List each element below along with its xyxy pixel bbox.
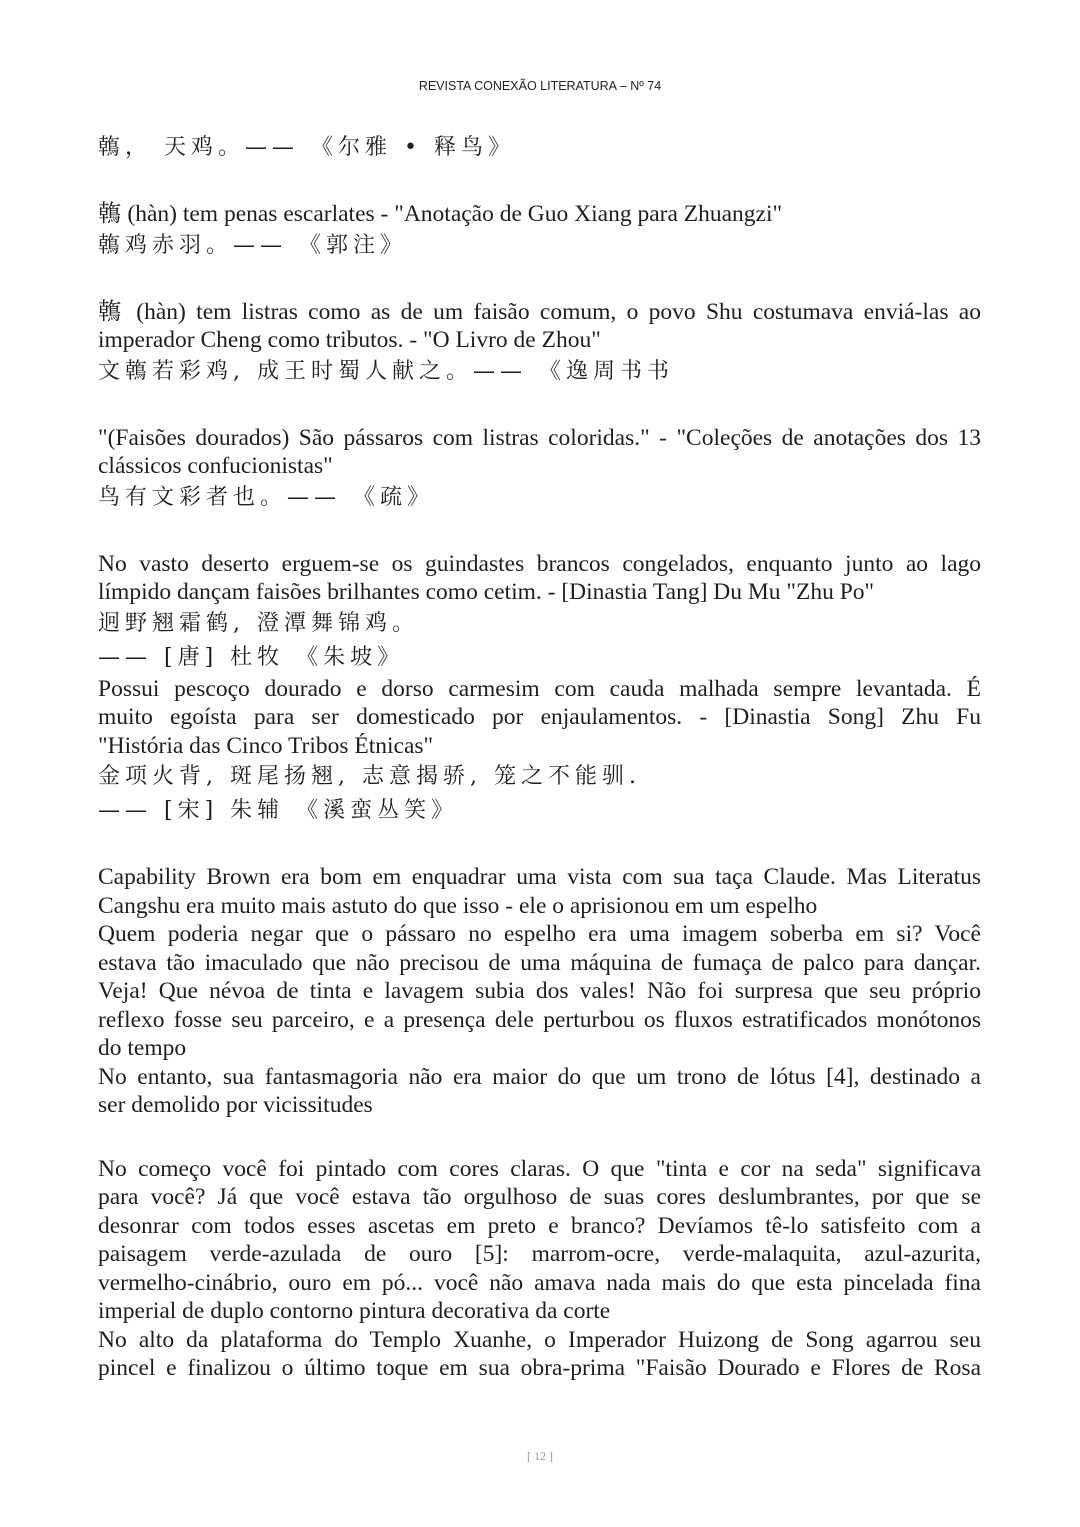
paragraph: [98, 920, 981, 1063]
text-block: [98, 424, 981, 515]
paragraph-line: 鶾 (hàn) tem penas escarlates - "Anotação de Guo Xiang para Zhuangzi": [98, 201, 783, 227]
paragraph: [98, 1155, 981, 1326]
paragraph-line: "História das Cinco Tribos Étnicas": [98, 732, 434, 759]
paragraph: [98, 675, 981, 761]
text-block: [98, 298, 981, 389]
quote-line: 迥野翘霜鹤, 澄潭舞锦鸡。: [98, 610, 419, 636]
paragraph-line: límpido dançam faisões brilhantes como cetim. - [Dinastia Tang] Du Mu "Zhu Po": [98, 579, 875, 605]
chinese-quote: [98, 229, 981, 263]
paragraph-line: desonrar com todos esses ascetas em preto e branco? Devíamos tê-lo satisfeito com a: [98, 1212, 981, 1239]
paragraph-line: imperador Cheng como tributos. - "O Livro de Zhou": [98, 327, 601, 353]
citation-line: —— [唐] 杜牧 《朱坡》: [98, 644, 405, 670]
paragraph-line: vermelho-cinábrio, ouro em pó... você não amava nada mais do que esta pincelada fina: [98, 1269, 981, 1296]
paragraph-line: muito egoísta para ser domesticado por enjaulamentos. - [Dinastia Song] Zhu Fu: [98, 704, 981, 730]
paragraph: [98, 200, 981, 229]
paragraph: [98, 1063, 981, 1120]
paragraph-line: para você? Já que você estava tão orgulhoso de suas cores deslumbrantes, por que se: [98, 1184, 981, 1210]
quote-line: 鶾， 天鸡。—— 《尔雅 • 释鸟》: [98, 135, 515, 160]
paragraph-line: do tempo: [98, 1035, 187, 1061]
paragraph-line: clássicos confucionistas": [98, 453, 333, 479]
chinese-quote: [98, 760, 981, 794]
text-block: [98, 863, 981, 1120]
paragraph-line: No entanto, sua fantasmagoria não era maior do que um trono de lótus [4], destinado a: [98, 1063, 981, 1090]
paragraph-line: estava tão imaculado que não precisou de uma máquina de fumaça de palco para dançar.: [98, 949, 981, 976]
paragraph: [98, 863, 981, 920]
paragraph-line: No começo você foi pintado com cores claras. O que "tinta e cor na seda" significava: [98, 1155, 981, 1182]
article-body: [98, 131, 981, 1418]
paragraph-line: No alto da plataforma do Templo Xuanhe, o Imperador Huizong de Song agarrou seu: [98, 1326, 981, 1353]
quote-line: 鶾鸡赤羽。—— 《郭注》: [98, 232, 407, 258]
paragraph: [98, 424, 981, 481]
chinese-quote: [98, 481, 981, 515]
paragraph-line: paisagem verde-azulada de ouro [5]: marrom-ocre, verde-malaquita, azul-azurita,: [98, 1241, 981, 1267]
paragraph-line: 鶾 (hàn) tem listras como as de um faisão comum, o povo Shu costumava enviá-las ao: [98, 298, 981, 325]
text-block: [98, 1155, 981, 1383]
paragraph-line: No vasto deserto erguem-se os guindastes brancos congelados, enquanto junto ao lago: [98, 550, 981, 577]
quote-line: 金项火背, 斑尾扬翘, 志意揭骄, 笼之不能驯.: [98, 764, 641, 789]
paragraph-line: Quem poderia negar que o pássaro no espelho era uma imagem soberba em si? Você: [98, 921, 981, 947]
paragraph-line: reflexo fosse seu parceiro, e a presença dele perturbou os fluxos estratificados monótonos: [98, 1006, 981, 1033]
quote-line: 文鶾若彩鸡, 成王时蜀人献之。—— 《逸周书书: [98, 358, 674, 384]
paragraph-line: "(Faisões dourados) São pássaros com listras coloridas." - "Coleções de anotações dos 13: [98, 424, 981, 451]
paragraph-line: Possui pescoço dourado e dorso carmesim com cauda malhada sempre levantada. É: [98, 675, 981, 702]
text-block: [98, 550, 981, 829]
quote-citation: [98, 794, 981, 828]
text-block: [98, 200, 981, 263]
paragraph: [98, 550, 981, 607]
page-number: [ 12 ]: [527, 1449, 553, 1463]
paragraph: [98, 298, 981, 355]
paragraph-line: imperial de duplo contorno pintura decorativa da corte: [98, 1298, 611, 1324]
chinese-quote: [98, 131, 981, 165]
paragraph-line: Capability Brown era bom em enquadrar uma vista com sua taça Claude. Mas Literatus: [98, 864, 981, 890]
chinese-quote: [98, 355, 981, 389]
chinese-quote: [98, 607, 981, 641]
paragraph-line: Veja! Que névoa de tinta e lavagem subia dos vales! Não foi surpresa que seu próprio: [98, 978, 981, 1004]
paragraph-line: Cangshu era muito mais astuto do que isso - ele o aprisionou em um espelho: [98, 892, 818, 919]
citation-line: —— [宋] 朱辅 《溪蛮丛笑》: [98, 798, 459, 823]
quote-citation: [98, 641, 981, 675]
quote-line: 鸟有文彩者也。—— 《疏》: [98, 484, 434, 510]
paragraph-line: ser demolido por vicissitudes: [98, 1092, 373, 1118]
text-block: [98, 131, 981, 165]
paragraph: [98, 1326, 981, 1383]
running-header: REVISTA CONEXÃO LITERATURA – Nº 74: [418, 79, 662, 93]
paragraph-line: pincel e finalizou o último toque em sua obra-prima "Faisão Dourado e Flores de Rosa: [98, 1355, 981, 1381]
